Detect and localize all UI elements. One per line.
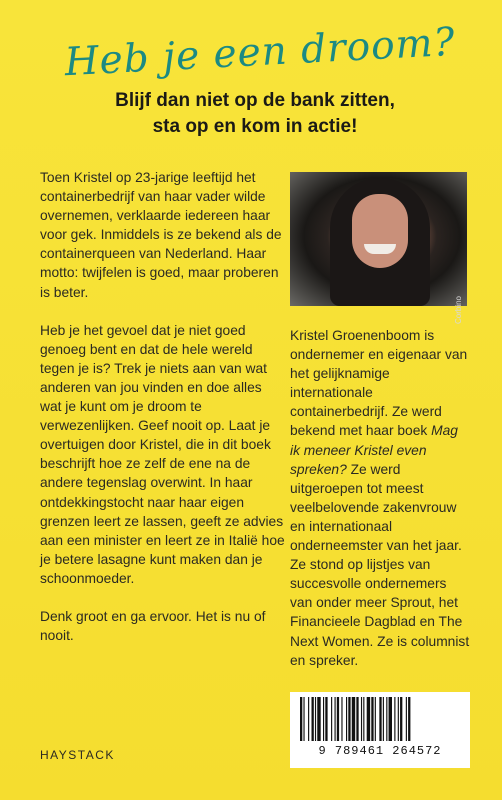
tagline-line-1: Blijf dan niet op de bank zitten,: [115, 90, 395, 111]
blurb-paragraph-1: Toen Kristel op 23-jarige leeftijd het containerbedrijf van haar vader wilde overnemen, verklaarde iedereen haar voor gek. Inmiddels is ze bekend als de containerqueen van Nederland. Haar motto: twijfelen is goed, maar proberen is beter.: [40, 170, 282, 300]
isbn-number: 9 789461 264572: [318, 744, 442, 758]
author-face: [352, 194, 408, 268]
cover-title: Heb je een droom?: [63, 19, 457, 86]
tagline: [40, 88, 470, 140]
tagline-line-2: sta op en kom in actie!: [152, 116, 358, 137]
publisher-logo: HAYSTACK: [40, 748, 115, 762]
blurb-column: [40, 168, 285, 664]
photo-credit: Corbino: [454, 296, 463, 325]
blurb-paragraph-2: Heb je het gevoel dat je niet goed genoeg bent en dat de hele wereld tegen je is? Trek je niets aan van wat anderen van jou vinden en doe alles wat je kunt om je droom te verwezenlijken. Geef nooit op. Laat je overtuigen door Kristel, die in dit boek beschrijft hoe ze zelf de ene na de andere tegenslag overwint. In haar ontdekkingstocht naar haar eigen grenzen leert ze lassen, geeft ze advies aan een minister en leert ze in Italië hoe je betere lasagne kunt maken dan je schoonmoeder.: [40, 322, 285, 586]
bio-text-1: Kristel Groenenboom is ondernemer en eigenaar van het gelijknamige internationale containerbedrijf. Ze werd bekend met haar boek: [290, 328, 468, 439]
author-photo: [290, 172, 467, 325]
author-bio: [290, 326, 470, 670]
barcode-bars: [298, 697, 462, 743]
bio-text-2: Ze werd uitgeroepen tot meest veelbelovende zakenvrouw en internationaal onderneemster van het jaar. Ze stond op lijstjes van succesvolle ondernemers van onder meer Sprout, het Financieele Dagblad en The Next Women. Ze is columnist en spreker.: [290, 461, 470, 668]
blurb-paragraph-3: Denk groot en ga ervoor. Het is nu of nooit.: [40, 608, 266, 644]
isbn-barcode: [290, 692, 470, 768]
bio-book-title: Mag ik meneer Kristel even spreken?: [290, 423, 458, 477]
author-smile: [364, 244, 396, 254]
